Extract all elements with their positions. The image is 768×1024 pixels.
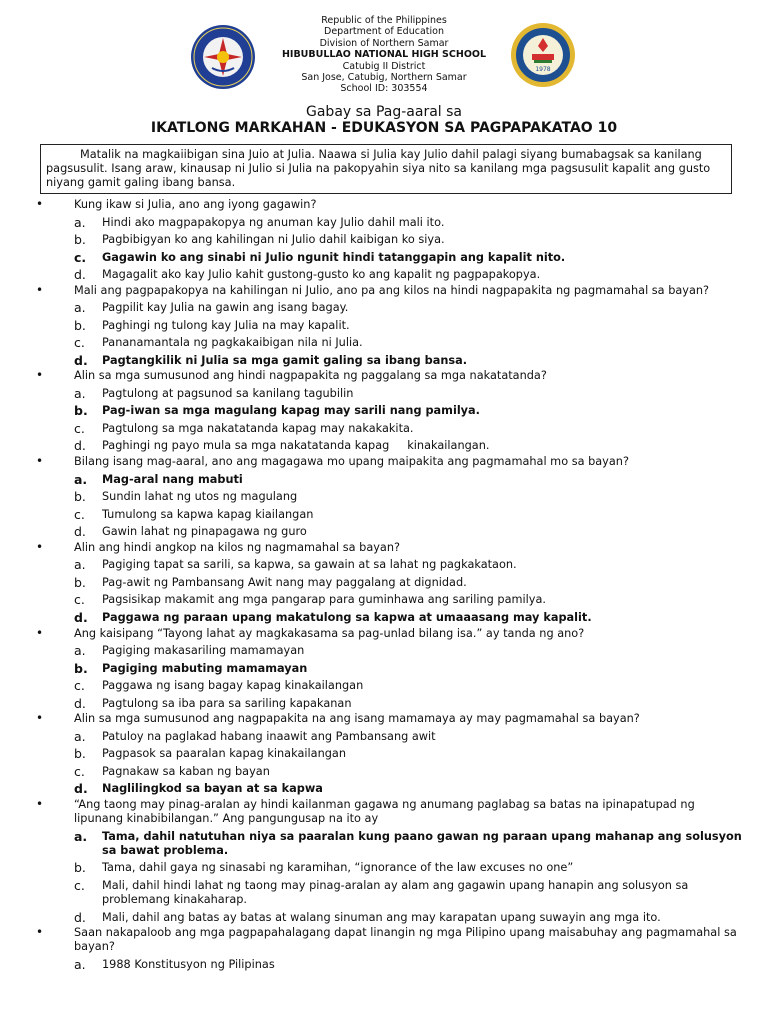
choice-letter: d. (74, 524, 86, 540)
choice-item (32, 558, 744, 572)
question-text: Bilang isang mag-aaral, ano ang magagawa mo upang maipakita ang pagmamahal mo sa bayan? (74, 455, 629, 469)
choice-letter: b. (74, 574, 86, 590)
choice-item (32, 747, 744, 761)
choice-letter: d. (74, 267, 86, 282)
choice-item (32, 958, 744, 972)
choice-item (32, 593, 744, 607)
question-item (32, 455, 744, 469)
choice-text: Naglilingkod sa bayan at sa kapwa (102, 782, 323, 796)
bullet-icon: • (36, 282, 44, 297)
choice-letter: a. (74, 385, 86, 401)
choice-letter: c. (74, 877, 85, 893)
choice-letter: c. (74, 763, 85, 779)
choice-item (32, 439, 744, 453)
choice-text: Tama, dahil natutuhan niya sa paaralan kung paano gawan ng paraan upang mahanap ang solusyon sa bawat problema. (102, 829, 746, 857)
choice-item (32, 911, 744, 925)
choice-item (32, 387, 744, 401)
choice-item (32, 525, 744, 539)
choice-item (32, 301, 744, 315)
school-name: HIBUBULLAO NATIONAL HIGH SCHOOL (281, 49, 487, 61)
choice-letter: c. (74, 335, 85, 351)
choice-letter: a. (74, 471, 88, 487)
choice-letter: b. (74, 660, 88, 676)
choice-text: Patuloy na paglakad habang inaawit ang Pambansang awit (102, 729, 436, 743)
choice-text: Paghingi ng payo mula sa mga nakatatanda kapag kinakailangan. (102, 439, 490, 453)
choice-letter: b. (74, 403, 88, 419)
school-address: San Jose, Catubig, Northern Samar (301, 72, 467, 84)
choice-text: Tumulong sa kapwa kapag kiailangan (102, 507, 314, 521)
choice-text: Pagpilit kay Julia na gawin ang isang bagay. (102, 301, 349, 315)
bullet-icon: • (36, 925, 44, 940)
question-text: Kung ikaw si Julia, ano ang iyong gagawin? (74, 198, 317, 211)
choice-text: Hindi ako magpapakopya ng anuman kay Julio dahil mali ito. (102, 215, 445, 229)
district: Catubig II District (342, 60, 426, 72)
choice-item (32, 404, 744, 418)
choice-letter: d. (74, 909, 86, 925)
choice-letter: b. (74, 489, 86, 505)
choice-letter: a. (74, 300, 86, 316)
choice-letter: a. (74, 728, 86, 744)
question-item (32, 627, 744, 641)
choice-text: 1988 Konstitusyon ng Pilipinas (102, 957, 275, 971)
choice-text: Pagsisikap makamit ang mga pangarap para guminhawa ang sariling pamilya. (102, 593, 546, 607)
choice-item (32, 697, 744, 711)
question-text: Alin sa mga sumusunod ang hindi nagpapakita ng paggalang sa mga nakatatanda? (74, 369, 547, 383)
choice-letter: c. (74, 420, 85, 436)
choice-letter: d. (74, 781, 88, 797)
choice-letter: d. (74, 438, 86, 454)
choice-text: Pagiging mabuting mamamayan (102, 661, 308, 675)
choice-text: Sundin lahat ng utos ng magulang (102, 490, 298, 504)
passage-text: Matalik na magkaiibigan sina Juio at Julia. Naawa si Julia kay Julio dahil palagi siyang bumabagsak sa kanilang pagsusulit. Isang araw, kinausap ni Julio si Julia na pakopyahin siya nito sa kanilang mga pagsusulit kapalit ang gusto niyang gamit galing ibang bansa. (46, 148, 711, 189)
choice-letter: d. (74, 695, 86, 711)
choice-text: Pagiging makasariling mamamayan (102, 644, 305, 658)
bullet-icon: • (36, 711, 44, 726)
bullet-icon: • (36, 539, 44, 554)
question-item (32, 369, 744, 383)
choice-text: Pagtulong sa iba para sa sariling kapakanan (102, 696, 352, 710)
question-item (32, 198, 744, 212)
choice-letter: c. (74, 592, 85, 608)
question-item (32, 798, 744, 826)
choice-text: Mali, dahil ang batas ay batas at walang sinuman ang may karapatan upang suwayin ang mga ito. (102, 910, 661, 924)
header-line: Republic of the Philippines (321, 15, 447, 26)
choice-item (32, 611, 744, 625)
choice-text: Pagtulong at pagsunod sa kanilang tagubilin (102, 386, 354, 400)
choice-text: Paggawa ng paraan upang makatulong sa kapwa at umaaasang may kapalit. (102, 610, 592, 624)
question-item (32, 284, 744, 298)
choice-text: Pagtulong sa mga nakatatanda kapag may nakakakita. (102, 421, 414, 435)
school-id: School ID: 303554 (340, 83, 428, 95)
choice-text: Gagawin ko ang sinabi ni Julio ngunit hindi tatanggapin ang kapalit nito. (102, 250, 566, 264)
choice-letter: c. (74, 249, 87, 265)
choice-text: Pagbibigyan ko ang kahilingan ni Julio dahil kaibigan ko siya. (102, 233, 445, 246)
choice-text: Paghingi ng tulong kay Julia na may kapalit. (102, 318, 350, 332)
choice-text: Paggawa ng isang bagay kapag kinakailangan (102, 679, 364, 693)
choice-item (32, 422, 744, 436)
choice-text: Pagiging tapat sa sarili, sa kapwa, sa gawain at sa lahat ng pagkakataon. (102, 558, 517, 572)
bullet-icon: • (36, 796, 44, 811)
reading-passage (40, 144, 732, 194)
choice-text: Mag-aral nang mabuti (102, 472, 243, 486)
choice-text: Pagnakaw sa kaban ng bayan (102, 764, 270, 778)
choice-text: Tama, dahil gaya ng sinasabi ng karamihan, “ignorance of the law excuses no one” (102, 861, 574, 875)
choice-item (32, 730, 744, 744)
bullet-icon: • (36, 197, 44, 211)
choice-item (32, 319, 744, 333)
choice-item (32, 830, 744, 858)
choice-item (32, 782, 744, 796)
bullet-icon: • (36, 368, 44, 383)
question-text: Alin sa mga sumusunod ang nagpapakita na ang isang mamamaya ay may pagmamahal sa bayan? (74, 712, 640, 726)
choice-item (32, 508, 744, 522)
question-text: Alin ang hindi angkop na kilos ng nagmamahal sa bayan? (74, 540, 401, 554)
choice-item (32, 576, 744, 590)
choice-text: Pag-iwan sa mga magulang kapag may sarili nang pamilya. (102, 404, 480, 418)
choice-letter: d. (74, 352, 88, 368)
choice-text: Magagalit ako kay Julio kahit gustong-gusto ko ang kapalit ng pagpapakopya. (102, 268, 541, 281)
choice-item (32, 354, 744, 368)
deped-seal-icon (190, 24, 256, 90)
choice-item (32, 473, 744, 487)
choice-letter: c. (74, 678, 85, 694)
choice-item (32, 336, 744, 350)
choice-text: Pag-awit ng Pambansang Awit nang may paggalang at dignidad. (102, 575, 467, 589)
choice-letter: b. (74, 232, 86, 247)
choice-letter: a. (74, 557, 86, 573)
choice-item (32, 251, 744, 265)
choice-item (32, 644, 744, 658)
choice-item (32, 879, 744, 907)
choice-text: Pananamantala ng pagkakaibigan nila ni Julia. (102, 336, 363, 350)
quarter-subject-title: IKATLONG MARKAHAN - EDUKASYON SA PAGPAPAKATAO 10 (150, 120, 618, 136)
choice-item (32, 490, 744, 504)
choice-item (32, 268, 744, 282)
question-item (32, 541, 744, 555)
choice-text: Pagtangkilik ni Julia sa mga gamit galing sa ibang bansa. (102, 353, 468, 367)
choice-letter: a. (74, 643, 86, 659)
question-text: “Ang taong may pinag-aralan ay hindi kailanman gagawa ng anumang paglabag sa batas na ipinapatupad ng lipunang kinabibilangan.” Ang pangungusap na ito ay (74, 797, 695, 826)
choice-item (32, 216, 744, 230)
question-text: Mali ang pagpapakopya na kahilingan ni Julio, ano pa ang kilos na hindi nagpapakita ng pagmamahal sa bayan? (74, 283, 710, 297)
choice-letter: a. (74, 214, 86, 230)
choice-letter: b. (74, 746, 86, 762)
school-seal-icon (510, 22, 576, 88)
question-text: Ang kaisipang “Tayong lahat ay magkakasama sa pag-unlad bilang isa.” ay tanda ng ano? (74, 626, 585, 640)
guide-title: Gabay sa Pag-aaral sa (306, 104, 462, 120)
choice-letter: d. (74, 609, 88, 625)
choice-letter: a. (74, 828, 88, 844)
question-text: Saan nakapaloob ang mga pagpapahalagang dapat linangin ng mga Pilipino upang maisabuhay ang pagmamahal sa bayan? (74, 926, 737, 954)
bullet-icon: • (36, 454, 44, 469)
question-item (32, 712, 744, 726)
choice-item (32, 765, 744, 779)
choice-letter: b. (74, 860, 86, 876)
choice-item (32, 662, 744, 676)
choice-letter: b. (74, 317, 86, 333)
question-list (32, 198, 744, 972)
header-line: Department of Education (324, 26, 444, 38)
choice-item (32, 861, 744, 875)
choice-text: Mali, dahil hindi lahat ng taong may pinag-aralan ay alam ang gagawin upang hanapin ang solusyon sa problemang kinakaharap. (102, 878, 692, 907)
bullet-icon: • (36, 625, 44, 640)
letterhead (0, 15, 768, 95)
choice-item (32, 233, 744, 247)
seal-year: 1978 (535, 66, 551, 73)
choice-text: Gawin lahat ng pinapagawa ng guro (102, 525, 307, 539)
choice-item (32, 679, 744, 693)
choice-letter: c. (74, 506, 85, 522)
question-item (32, 926, 744, 954)
choice-letter: a. (74, 956, 86, 972)
choice-text: Pagpasok sa paaralan kapag kinakailangan (102, 747, 346, 761)
header-line: Division of Northern Samar (319, 37, 449, 49)
